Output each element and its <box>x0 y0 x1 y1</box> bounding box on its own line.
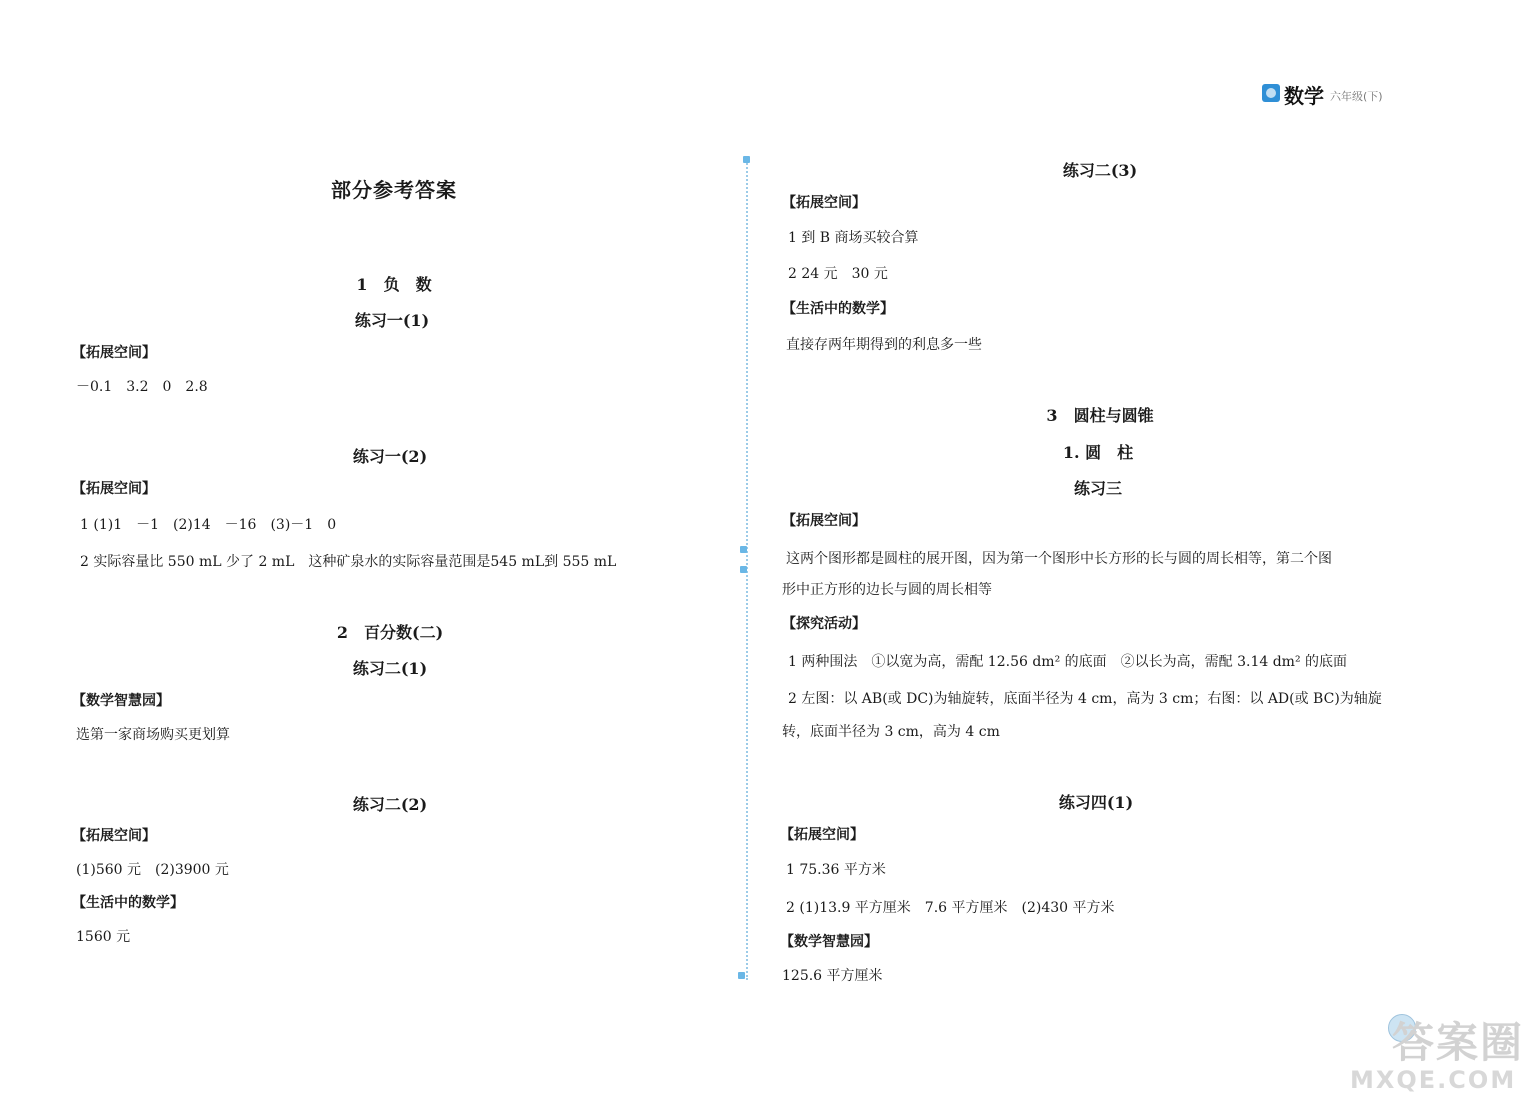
exercise-title: 练习一(1) <box>354 311 430 330</box>
exercise-title: 练习二(1) <box>352 659 428 678</box>
answer-text: 2 左图：以 AB(或 DC)为轴旋转，底面半径为 4 cm，高为 3 cm；右图：以 AD(或 BC)为轴旋 <box>788 691 1382 707</box>
section-tag: 【拓展空间】 <box>782 195 866 211</box>
binding-mark <box>743 156 750 163</box>
binding-mark <box>738 972 745 979</box>
logo-icon <box>1262 84 1280 102</box>
watermark-logo: 答案圈 <box>1392 1018 1525 1067</box>
section-tag: 【拓展空间】 <box>72 828 156 844</box>
answer-text: (1)560 元 (2)3900 元 <box>76 862 229 878</box>
answer-text: 125.6 平方厘米 <box>782 968 883 984</box>
section-tag: 【数学智慧园】 <box>72 693 170 709</box>
answer-text: 直接存两年期得到的利息多一些 <box>786 337 982 353</box>
section-heading: 1 负 数 <box>356 275 432 294</box>
section-tag: 【数学智慧园】 <box>780 934 878 950</box>
exercise-title: 练习一(2) <box>352 447 428 466</box>
answer-text: 1560 元 <box>76 929 131 945</box>
answer-text: 这两个图形都是圆柱的展开图，因为第一个图形中长方形的长与圆的周长相等，第二个图 <box>786 551 1332 567</box>
answer-text: 1 两种围法 ①以宽为高，需配 12.56 dm² 的底面 ②以长为高，需配 3.14 dm² 的底面 <box>788 654 1348 670</box>
exercise-title: 练习二(2) <box>352 795 428 814</box>
answer-text: 形中正方形的边长与圆的周长相等 <box>782 582 992 598</box>
binding-mark <box>740 566 747 573</box>
answer-text: 1 到 B 商场买较合算 <box>788 230 919 246</box>
exercise-title: 练习二(3) <box>1062 161 1138 180</box>
answer-text: 2 (1)13.9 平方厘米 7.6 平方厘米 (2)430 平方米 <box>786 900 1115 916</box>
exercise-title: 练习三 <box>1073 479 1123 498</box>
watermark-url: MXQE.COM <box>1350 1066 1517 1094</box>
exercise-title: 练习四(1) <box>1058 793 1134 812</box>
answer-text: 2 24 元 30 元 <box>788 266 888 282</box>
section-tag: 【拓展空间】 <box>72 481 156 497</box>
section-tag: 【生活中的数学】 <box>782 301 894 317</box>
section-tag: 【拓展空间】 <box>72 345 156 361</box>
answer-text: 1 75.36 平方米 <box>786 862 886 878</box>
answer-text: 1 (1)1 －1 (2)14 －16 (3)－1 0 <box>80 517 337 533</box>
answer-text: －0.1 3.2 0 2.8 <box>76 379 208 395</box>
answer-text: 2 实际容量比 550 mL 少了 2 mL 这种矿泉水的实际容量范围是545 mL到 555 mL <box>80 554 617 570</box>
binding-mark <box>740 546 747 553</box>
subsection-heading: 1. 圆 柱 <box>1062 443 1134 462</box>
section-heading: 3 圆柱与圆锥 <box>1046 406 1154 425</box>
section-heading: 2 百分数(二) <box>336 623 444 642</box>
section-tag: 【生活中的数学】 <box>72 895 184 911</box>
section-tag: 【探究活动】 <box>782 616 866 632</box>
header-subtitle: 六年级(下) <box>1330 90 1383 103</box>
section-tag: 【拓展空间】 <box>782 513 866 529</box>
answer-text: 转，底面半径为 3 cm，高为 4 cm <box>782 724 1000 740</box>
header-subject: 数学 <box>1284 84 1324 108</box>
section-tag: 【拓展空间】 <box>780 827 864 843</box>
answer-text: 选第一家商场购买更划算 <box>76 727 230 743</box>
page-title: 部分参考答案 <box>331 178 457 202</box>
